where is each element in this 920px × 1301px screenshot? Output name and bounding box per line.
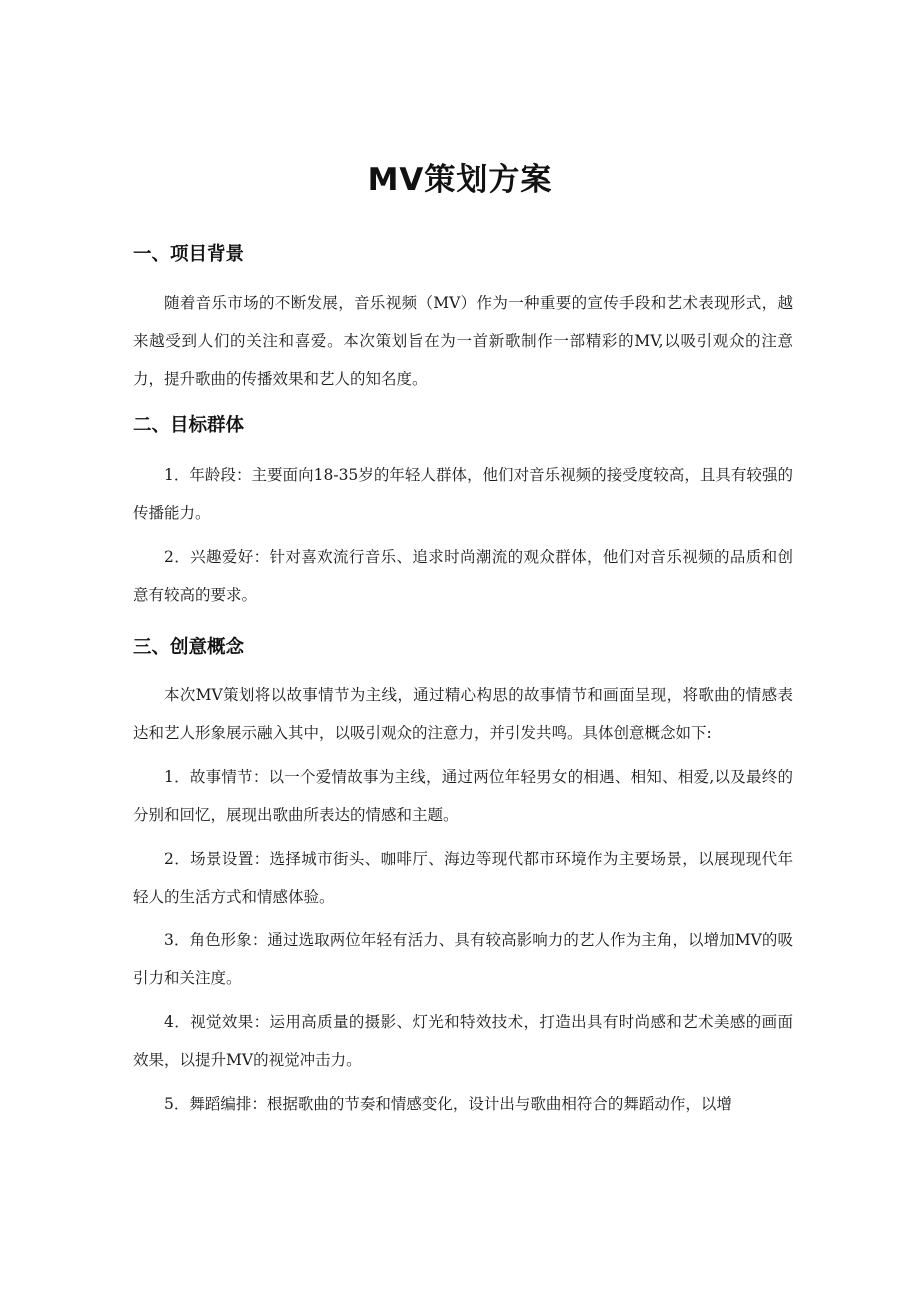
paragraph-creative-intro: 本次MV策划将以故事情节为主线，通过精心构思的故事情节和画面呈现，将歌曲的情感表达和艺人形象展示融入其中，以吸引观众的注意力，并引发共鸣。具体创意概念如下: [133,686,793,742]
paragraph-interests: 2．兴趣爱好：针对喜欢流行音乐、追求时尚潮流的观众群体，他们对音乐视频的品质和创意有较高的要求。 [133,548,793,604]
document-title: MV策划方案 [367,162,553,198]
section-heading-creative-concept: 三、创意概念 [133,637,245,658]
section-heading-project-background: 一、项目背景 [133,244,245,265]
paragraph-age-group: 1．年龄段：主要面向18-35岁的年轻人群体，他们对音乐视频的接受度较高，且具有较强的传播能力。 [133,466,793,522]
paragraph-dance-choreography: 5．舞蹈编排：根据歌曲的节奏和情感变化，设计出与歌曲相符合的舞蹈动作，以增 [164,1095,732,1113]
paragraph-project-background: 随着音乐市场的不断发展，音乐视频（MV）作为一种重要的宣传手段和艺术表现形式，越来越受到人们的关注和喜爱。本次策划旨在为一首新歌制作一部精彩的MV,以吸引观众的注意力，提升歌曲的传播效果和艺人的知名度。 [133,294,793,388]
paragraph-scene-setting: 2．场景设置：选择城市街头、咖啡厅、海边等现代都市环境作为主要场景，以展现现代年轻人的生活方式和情感体验。 [133,850,793,906]
paragraph-visual-effects: 4．视觉效果：运用高质量的摄影、灯光和特效技术，打造出具有时尚感和艺术美感的画面效果，以提升MV的视觉冲击力。 [133,1013,793,1069]
section-heading-target-group: 二、目标群体 [133,415,245,436]
paragraph-story: 1．故事情节：以一个爱情故事为主线，通过两位年轻男女的相遇、相知、相爱,以及最终的分别和回忆，展现出歌曲所表达的情感和主题。 [133,768,793,824]
paragraph-character-image: 3．角色形象：通过选取两位年轻有活力、具有较高影响力的艺人作为主角，以增加MV的吸引力和关注度。 [133,931,793,987]
